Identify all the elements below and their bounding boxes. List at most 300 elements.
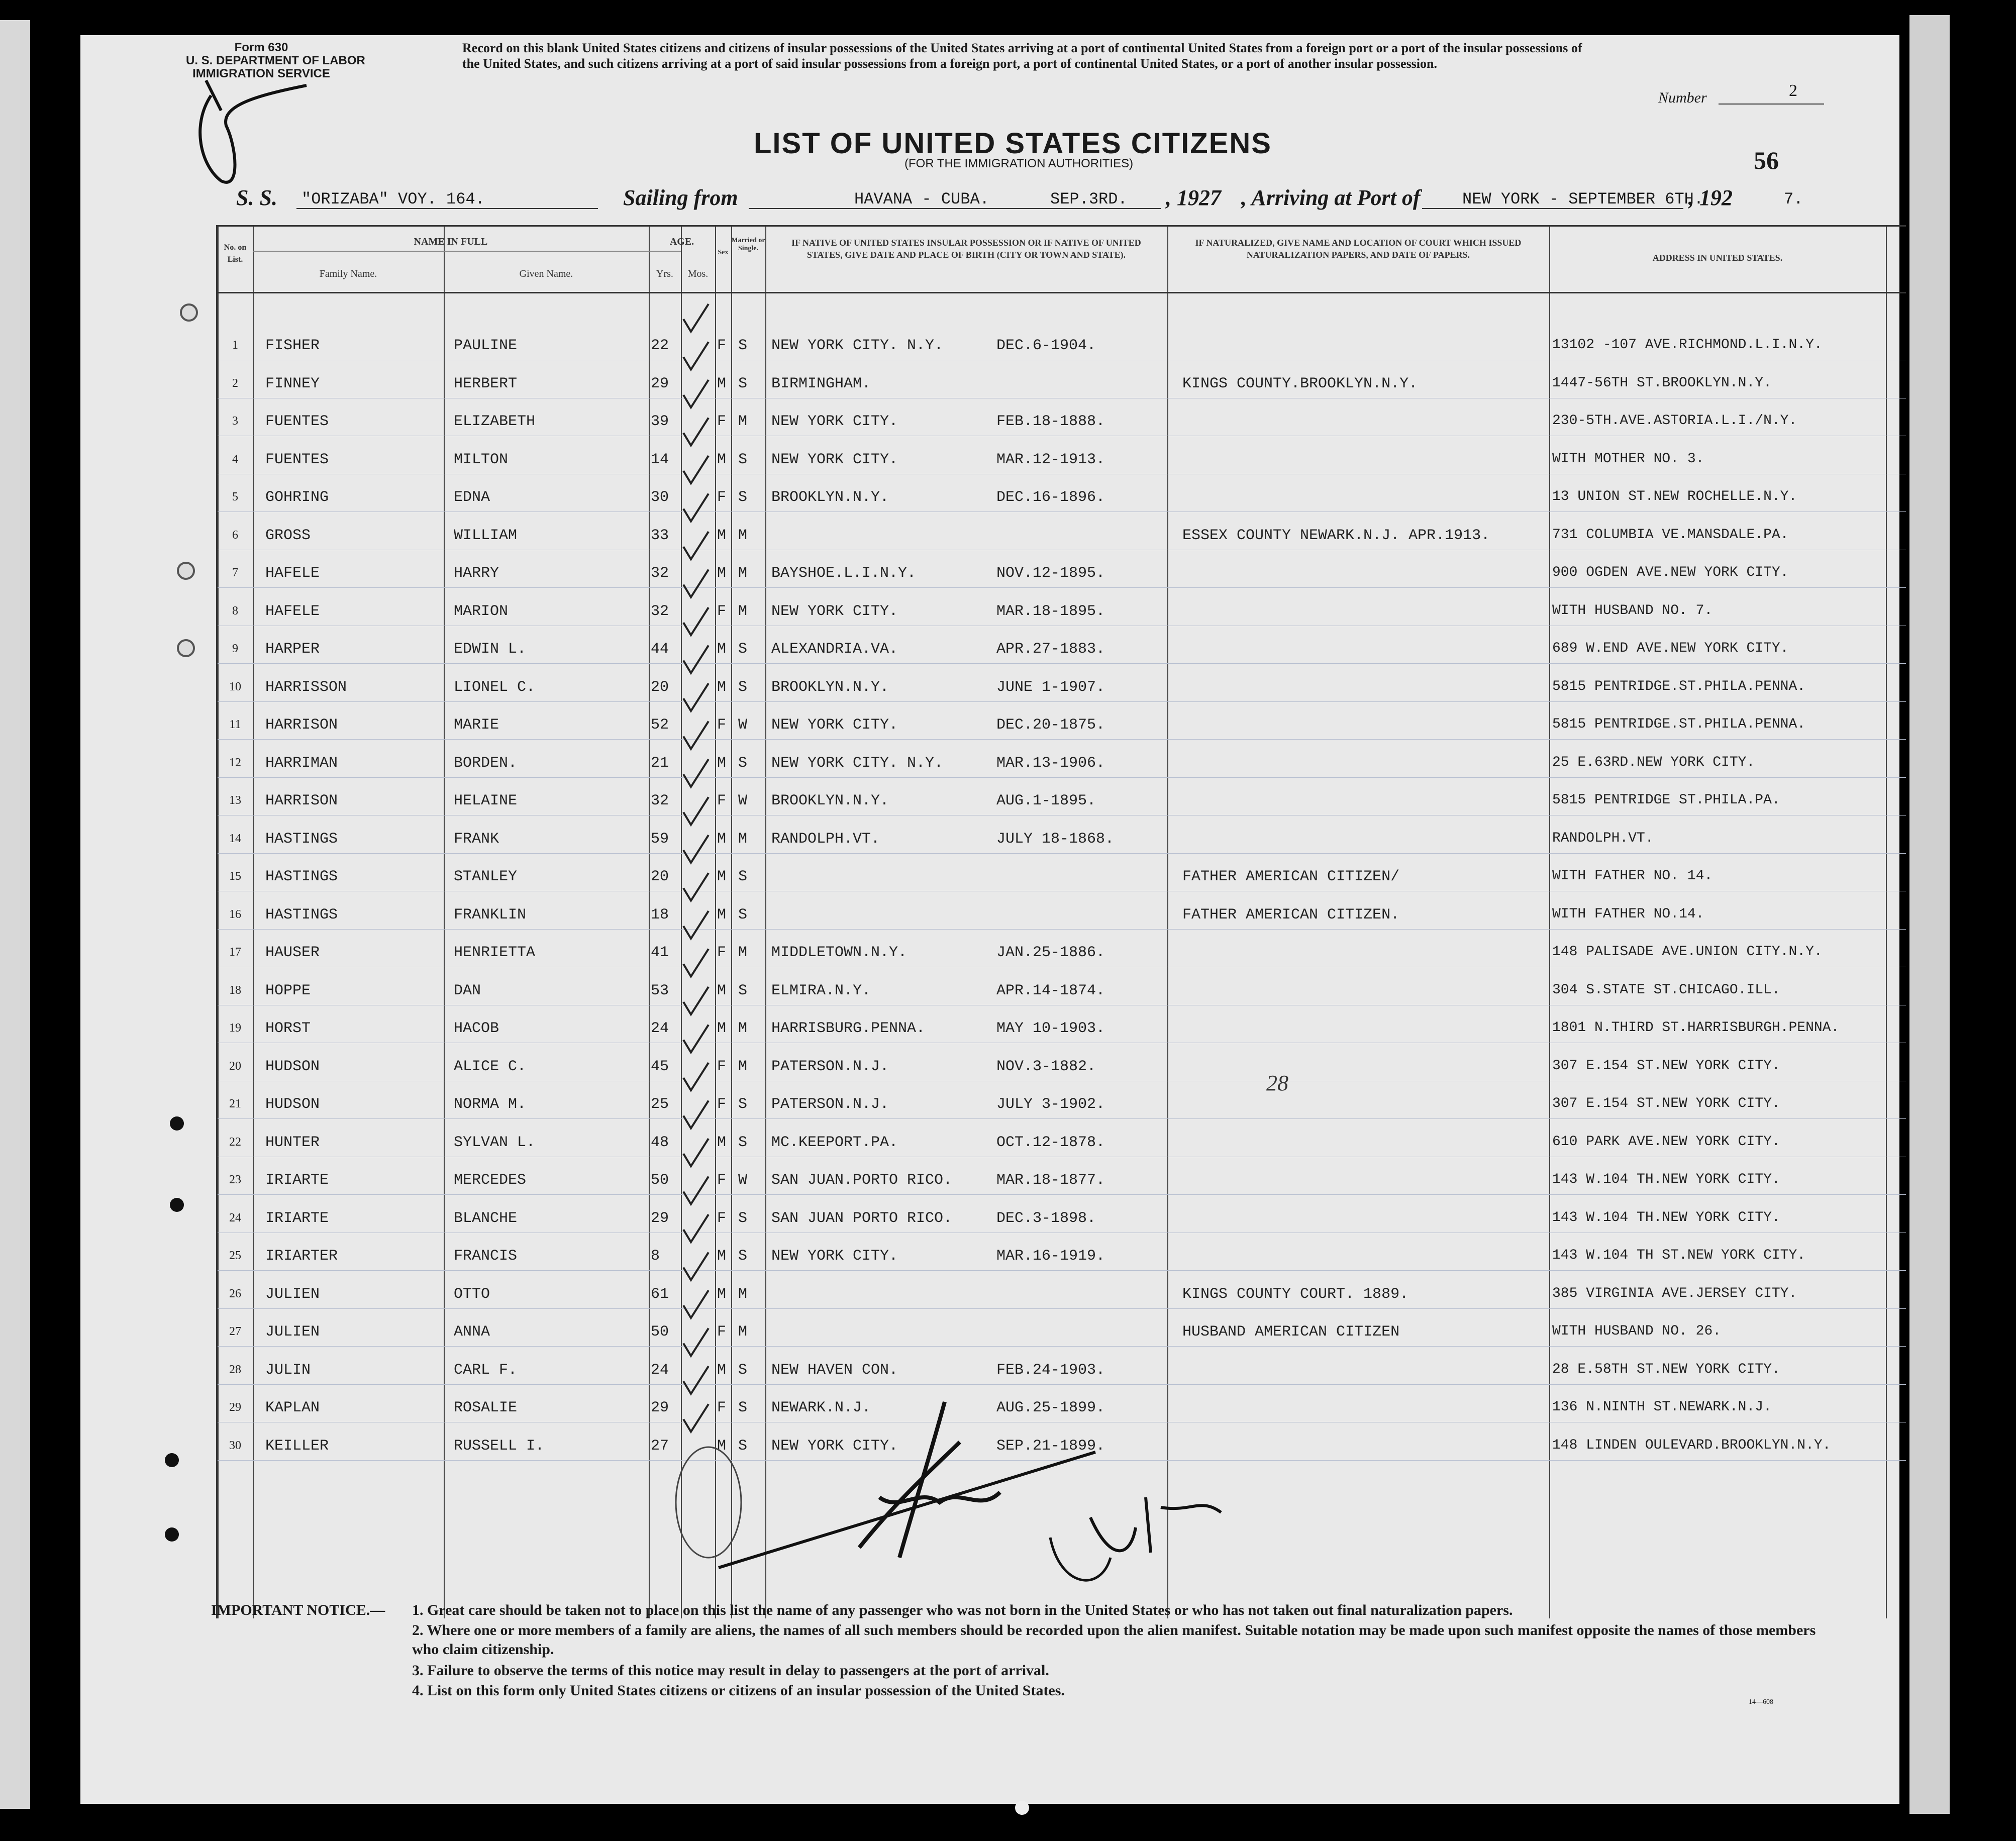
notice-lead: IMPORTANT NOTICE.— (211, 1602, 385, 1618)
margin-number: 28 (1266, 1071, 1288, 1095)
cell-birthdate: FEB.18-1888. (996, 413, 1105, 430)
sailing-label: Sailing from (623, 185, 738, 210)
cell-birthplace: NEW YORK CITY. (771, 602, 898, 620)
cell-birthplace: PATERSON.N.J. (771, 1096, 889, 1113)
cell-sex: F (717, 1058, 727, 1075)
check-mark (683, 911, 709, 939)
sailing-from: HAVANA - CUBA. (854, 190, 989, 209)
cell-family: JULIEN (265, 1285, 320, 1303)
check-mark (683, 494, 709, 522)
check-mark (683, 1290, 709, 1318)
cell-age: 41 (651, 944, 669, 961)
notice-item: 4. List on this form only United States citizens or citizens of an insular possession of the United States. (412, 1682, 1065, 1699)
cell-birthdate: OCT.12-1878. (996, 1134, 1105, 1151)
form-id (186, 41, 365, 80)
cell-ms: M (738, 1323, 748, 1341)
cell-sex: M (717, 1437, 727, 1455)
cell-no: 26 (229, 1287, 241, 1300)
adjacent-page-right (1909, 15, 1950, 1814)
col-header-address: ADDRESS IN UNITED STATES. (1652, 253, 1783, 263)
cell-sex: M (717, 754, 727, 772)
cell-family: HUDSON (265, 1058, 320, 1075)
cell-family: HORST (265, 1020, 311, 1037)
col-header-name: NAME IN FULL (414, 236, 488, 247)
cell-no: 18 (229, 983, 241, 997)
cell-ms: S (738, 1209, 748, 1227)
cell-given: FRANCIS (454, 1248, 518, 1265)
cell-no: 8 (232, 604, 238, 618)
cell-address: RANDOLPH.VT. (1552, 830, 1654, 846)
arriving-year: , 192 (1688, 185, 1733, 210)
cell-given: PAULINE (454, 337, 518, 354)
check-marks (673, 281, 754, 1487)
check-mark (683, 1101, 709, 1129)
notice-item: 3. Failure to observe the terms of this notice may result in delay to passengers at the port of arrival. (412, 1662, 1049, 1679)
cell-no: 13 (229, 794, 241, 807)
cell-address: 385 VIRGINIA AVE.JERSEY CITY. (1552, 1285, 1797, 1301)
cell-sex: M (717, 1361, 727, 1379)
cell-sex: F (717, 1096, 727, 1113)
col-header-given: Given Name. (519, 268, 573, 279)
cell-family: IRIARTER (265, 1248, 338, 1265)
cell-age: 18 (651, 906, 669, 924)
cell-ms: M (738, 1058, 748, 1075)
check-mark (683, 1253, 709, 1280)
check-mark (683, 342, 709, 370)
cell-sex: M (717, 641, 727, 658)
col-header-mos: Mos. (687, 268, 709, 279)
cell-no: 27 (229, 1325, 241, 1338)
cell-ms: S (738, 868, 748, 885)
cell-age: 8 (651, 1248, 660, 1265)
cell-sex: M (717, 1020, 727, 1037)
cell-ms: S (738, 641, 748, 658)
check-mark (683, 1328, 709, 1356)
check-mark (683, 1366, 709, 1394)
cell-birthplace: BROOKLYN.N.Y. (771, 678, 889, 696)
cell-ms: W (738, 717, 748, 734)
cell-ms: M (738, 527, 748, 544)
cell-age: 44 (651, 641, 669, 658)
cell-birthdate: SEP.21-1899. (996, 1437, 1105, 1455)
cell-address: 5815 PENTRIDGE.ST.PHILA.PENNA. (1552, 678, 1806, 694)
row-rule (218, 1118, 1906, 1119)
cell-age: 14 (651, 451, 669, 468)
row-rule (218, 739, 1906, 740)
cell-sex: M (717, 906, 727, 924)
handwritten-mark (181, 65, 342, 196)
cell-given: ANNA (454, 1323, 490, 1341)
cell-sex: F (717, 717, 727, 734)
important-notice (211, 1601, 1844, 1721)
cell-age: 20 (651, 868, 669, 885)
cell-birthdate: MAR.16-1919. (996, 1248, 1105, 1265)
row-rule (218, 853, 1906, 854)
cell-ms: S (738, 1248, 748, 1265)
cell-family: HARRISON (265, 792, 338, 809)
cell-given: LIONEL C. (454, 678, 536, 696)
cell-birthdate: APR.27-1883. (996, 641, 1105, 658)
cell-address: WITH FATHER NO. 14. (1552, 868, 1713, 884)
cell-birthdate: DEC.3-1898. (996, 1209, 1096, 1227)
cell-given: ELIZABETH (454, 413, 536, 430)
cell-family: HUDSON (265, 1096, 320, 1113)
cell-family: HUNTER (265, 1134, 320, 1151)
cell-birthdate: MAY 10-1903. (996, 1020, 1105, 1037)
col-header-married: Married or Single. (731, 237, 765, 252)
cell-family: JULIEN (265, 1323, 320, 1341)
cell-given: ROSALIE (454, 1399, 518, 1416)
cell-address: 136 N.NINTH ST.NEWARK.N.J. (1552, 1399, 1772, 1415)
cell-birthdate: APR.14-1874. (996, 982, 1105, 999)
cell-no: 24 (229, 1211, 241, 1224)
cell-address: 148 PALISADE AVE.UNION CITY.N.Y. (1552, 944, 1823, 960)
cell-address: 307 E.154 ST.NEW YORK CITY. (1552, 1058, 1780, 1074)
cell-sex: F (717, 792, 727, 809)
cell-address: 143 W.104 TH.NEW YORK CITY. (1552, 1172, 1780, 1187)
cell-age: 50 (651, 1172, 669, 1189)
check-mark (683, 949, 709, 977)
row-rule (218, 1308, 1906, 1309)
cell-birthplace: NEW YORK CITY. (771, 1248, 898, 1265)
cell-sex: F (717, 1209, 727, 1227)
check-mark (683, 532, 709, 559)
cell-age: 59 (651, 830, 669, 848)
cell-family: GOHRING (265, 489, 329, 506)
cell-address: 148 LINDEN OULEVARD.BROOKLYN.N.Y. (1552, 1437, 1831, 1453)
page-title: LIST OF UNITED STATES CITIZENS (754, 127, 1272, 160)
cell-birthdate: FEB.24-1903. (996, 1361, 1105, 1379)
cell-no: 15 (229, 870, 241, 883)
cell-sex: F (717, 489, 727, 506)
cell-no: 1 (232, 339, 238, 352)
punch-hole (170, 1116, 184, 1131)
cell-family: KEILLER (265, 1437, 329, 1455)
cell-birthdate: MAR.18-1877. (996, 1172, 1105, 1189)
cell-family: JULIN (265, 1361, 311, 1379)
form-id-line: U. S. DEPARTMENT OF LABOR (186, 54, 365, 67)
cell-sex: F (717, 337, 727, 354)
cell-birthplace: NEW YORK CITY. (771, 717, 898, 734)
cell-no: 4 (232, 452, 238, 466)
cell-birthplace: HARRISBURG.PENNA. (771, 1020, 926, 1037)
cell-birthplace: ALEXANDRIA.VA. (771, 641, 898, 658)
cell-birthdate: DEC.20-1875. (996, 717, 1105, 734)
cell-given: STANLEY (454, 868, 518, 885)
check-mark (683, 1214, 709, 1242)
cell-birthplace: NEW HAVEN CON. (771, 1361, 898, 1379)
cell-no: 30 (229, 1439, 241, 1452)
cell-no: 16 (229, 907, 241, 921)
cell-given: HACOB (454, 1020, 499, 1037)
col-header-yrs: Yrs. (656, 268, 673, 279)
check-mark (683, 835, 709, 863)
cell-sex: M (717, 868, 727, 885)
check-mark (683, 456, 709, 483)
cell-birthdate: JULY 18-1868. (996, 830, 1115, 848)
cell-address: 731 COLUMBIA VE.MANSDALE.PA. (1552, 527, 1789, 543)
cell-given: HENRIETTA (454, 944, 536, 961)
cell-no: 25 (229, 1249, 241, 1262)
cell-birthplace: NEW YORK CITY. (771, 1437, 898, 1455)
cell-nat: ESSEX COUNTY NEWARK.N.J. APR.1913. (1182, 527, 1490, 544)
ship-name: "ORIZABA" VOY. 164. (301, 190, 485, 209)
cell-given: MERCEDES (454, 1172, 527, 1189)
cell-address: 1447-56TH ST.BROOKLYN.N.Y. (1552, 375, 1772, 391)
punch-hole (170, 1198, 184, 1212)
cell-birthplace: MIDDLETOWN.N.Y. (771, 944, 908, 961)
cell-age: 45 (651, 1058, 669, 1075)
form-code: 14—608 (1749, 1698, 1773, 1706)
cell-birthplace: SAN JUAN.PORTO RICO. (771, 1172, 953, 1189)
cell-address: 143 W.104 TH.NEW YORK CITY. (1552, 1209, 1780, 1225)
cell-ms: S (738, 678, 748, 696)
cell-family: FUENTES (265, 413, 329, 430)
cell-given: HELAINE (454, 792, 518, 809)
cell-no: 11 (229, 718, 241, 731)
punch-hole (165, 1527, 179, 1542)
cell-sex: M (717, 565, 727, 582)
cell-family: IRIARTE (265, 1172, 329, 1189)
cell-sex: M (717, 1248, 727, 1265)
row-rule (218, 1384, 1906, 1385)
cell-birthdate: DEC.6-1904. (996, 337, 1096, 354)
adjacent-page-left (0, 20, 30, 1809)
cell-no: 23 (229, 1173, 241, 1186)
cell-address: 5815 PENTRIDGE.ST.PHILA.PENNA. (1552, 717, 1806, 732)
cell-age: 32 (651, 565, 669, 582)
col-header-birth: IF NATIVE OF UNITED STATES INSULAR POSSESSION OR IF NATIVE OF UNITED STATES, GIVE DATE AND PLACE OF BIRTH (CITY OR TOWN AND STATE). (791, 238, 1141, 260)
cell-ms: M (738, 565, 748, 582)
cell-sex: F (717, 1172, 727, 1189)
cell-address: 5815 PENTRIDGE ST.PHILA.PA. (1552, 792, 1780, 808)
check-mark (683, 759, 709, 787)
cell-age: 20 (651, 678, 669, 696)
cell-address: WITH HUSBAND NO. 7. (1552, 602, 1713, 619)
col-header-no: No. on List. (224, 243, 247, 264)
cell-given: ALICE C. (454, 1058, 527, 1075)
sailing-date: SEP.3RD. (1050, 190, 1128, 209)
cell-nat: KINGS COUNTY COURT. 1889. (1182, 1285, 1409, 1303)
cell-family: HARRISSON (265, 678, 347, 696)
cell-birthplace: RANDOLPH.VT. (771, 830, 880, 848)
cell-age: 32 (651, 792, 669, 809)
punch-hole (165, 1453, 179, 1467)
cell-address: 28 E.58TH ST.NEW YORK CITY. (1552, 1361, 1780, 1377)
col-header-naturalized: IF NATURALIZED, GIVE NAME AND LOCATION OF COURT WHICH ISSUED NATURALIZATION PAPERS, AND DATE OF PAPERS. (1195, 238, 1522, 260)
cell-age: 39 (651, 413, 669, 430)
cell-birthdate: NOV.12-1895. (996, 565, 1105, 582)
arriving-port: NEW YORK - SEPTEMBER 6TH. (1462, 190, 1704, 209)
cell-age: 61 (651, 1285, 669, 1303)
check-mark (683, 607, 709, 635)
cell-no: 14 (229, 832, 241, 845)
cell-birthdate: JULY 3-1902. (996, 1096, 1105, 1113)
col-header-sex: Sex (718, 249, 729, 256)
cell-age: 53 (651, 982, 669, 999)
cell-age: 30 (651, 489, 669, 506)
punch-hole (177, 639, 195, 657)
cell-ms: S (738, 1361, 748, 1379)
check-mark (683, 380, 709, 407)
cell-age: 21 (651, 754, 669, 772)
cell-ms: S (738, 754, 748, 772)
punch-hole (180, 303, 198, 322)
cell-family: HASTINGS (265, 830, 338, 848)
check-mark (683, 683, 709, 711)
cell-birthplace: MC.KEEPORT.PA. (771, 1134, 898, 1151)
cell-nat: KINGS COUNTY.BROOKLYN.N.Y. (1182, 375, 1418, 392)
cell-no: 2 (232, 376, 238, 390)
cell-given: EDWIN L. (454, 641, 527, 658)
check-mark (683, 873, 709, 901)
check-mark (683, 570, 709, 597)
cell-address: WITH HUSBAND NO. 26. (1552, 1323, 1722, 1339)
cell-given: BLANCHE (454, 1209, 518, 1227)
cell-ms: S (738, 337, 748, 354)
cell-address: 307 E.154 ST.NEW YORK CITY. (1552, 1096, 1780, 1111)
row-rule (218, 1194, 1906, 1195)
cell-address: 13 UNION ST.NEW ROCHELLE.N.Y. (1552, 489, 1797, 504)
cell-birthplace: NEW YORK CITY. N.Y. (771, 754, 944, 772)
cell-family: KAPLAN (265, 1399, 320, 1416)
number-value: 2 (1789, 81, 1797, 100)
cell-given: FRANKLIN (454, 906, 527, 924)
cell-nat: HUSBAND AMERICAN CITIZEN (1182, 1323, 1400, 1341)
cell-age: 50 (651, 1323, 669, 1341)
check-mark (683, 1139, 709, 1166)
cell-age: 29 (651, 1209, 669, 1227)
check-mark (683, 797, 709, 825)
cell-sex: M (717, 1134, 727, 1151)
cell-address: 1801 N.THIRD ST.HARRISBURGH.PENNA. (1552, 1020, 1840, 1036)
cell-ms: M (738, 602, 748, 620)
cell-family: FISHER (265, 337, 320, 354)
voyage-line (236, 185, 1824, 215)
cell-sex: M (717, 451, 727, 468)
cell-family: FINNEY (265, 375, 320, 392)
cell-no: 19 (229, 1021, 241, 1035)
number-underline (1719, 104, 1824, 105)
check-mark (683, 987, 709, 1014)
cell-given: HERBERT (454, 375, 518, 392)
form-id-line: Form 630 (234, 41, 288, 54)
cell-given: BORDEN. (454, 754, 518, 772)
cell-given: FRANK (454, 830, 499, 848)
notice-item: 1. Great care should be taken not to place on this list the name of any passenger who was not born in the United States or who has not taken out final naturalization papers. (412, 1602, 1513, 1618)
cell-birthdate: NOV.3-1882. (996, 1058, 1096, 1075)
cell-ms: S (738, 451, 748, 468)
cell-address: 900 OGDEN AVE.NEW YORK CITY. (1552, 565, 1789, 580)
cell-family: HAFELE (265, 602, 320, 620)
cell-no: 7 (232, 566, 238, 579)
cell-address: 610 PARK AVE.NEW YORK CITY. (1552, 1134, 1780, 1150)
cell-sex: F (717, 1399, 727, 1416)
cell-no: 3 (232, 415, 238, 428)
cell-sex: M (717, 982, 727, 999)
cell-ms: S (738, 1437, 748, 1455)
row-rule (218, 663, 1906, 664)
cell-age: 27 (651, 1437, 669, 1455)
cell-age: 22 (651, 337, 669, 354)
cell-no: 22 (229, 1135, 241, 1149)
cell-ms: S (738, 1096, 748, 1113)
cell-ms: W (738, 1172, 748, 1189)
row-rule (218, 1346, 1906, 1347)
check-mark (683, 304, 709, 332)
cell-age: 52 (651, 717, 669, 734)
cell-given: NORMA M. (454, 1096, 527, 1113)
cell-age: 32 (651, 602, 669, 620)
check-mark (683, 722, 709, 749)
cell-address: WITH MOTHER NO. 3. (1552, 451, 1704, 467)
cell-given: HARRY (454, 565, 499, 582)
cell-no: 28 (229, 1363, 241, 1376)
inspector-signature (618, 1397, 1322, 1598)
notice-item: 2. Where one or more members of a family are aliens, the names of all such members should be recorded upon the alien manifest. Suitable notation may be made upon such manifest opposite the names of those members who claim citizenship. (412, 1622, 1816, 1658)
cell-given: MARIE (454, 717, 499, 734)
cell-family: HASTINGS (265, 868, 338, 885)
cell-address: 304 S.STATE ST.CHICAGO.ILL. (1552, 982, 1780, 998)
form-id-line: IMMIGRATION SERVICE (192, 67, 330, 80)
cell-ms: W (738, 792, 748, 809)
cell-birthplace: SAN JUAN PORTO RICO. (771, 1209, 953, 1227)
cell-birthdate: JUNE 1-1907. (996, 678, 1105, 696)
cell-no: 21 (229, 1097, 241, 1110)
cell-age: 33 (651, 527, 669, 544)
check-mark (683, 646, 709, 673)
cell-given: MARION (454, 602, 509, 620)
cell-ms: M (738, 1020, 748, 1037)
cell-ms: S (738, 1134, 748, 1151)
cell-birthplace: BROOKLYN.N.Y. (771, 792, 889, 809)
arriving-label: , Arriving at Port of (1241, 185, 1421, 210)
row-rule (218, 701, 1906, 702)
ss-label: S. S. (236, 185, 277, 210)
cell-family: HOPPE (265, 982, 311, 999)
cell-given: MILTON (454, 451, 509, 468)
cell-birthplace: NEW YORK CITY. N.Y. (771, 337, 944, 354)
cell-birthplace: PATERSON.N.J. (771, 1058, 889, 1075)
row-rule (218, 587, 1906, 588)
cell-no: 10 (229, 680, 241, 693)
cell-sex: M (717, 1285, 727, 1303)
cell-sex: F (717, 602, 727, 620)
cell-family: HASTINGS (265, 906, 338, 924)
cell-birthplace: NEWARK.N.J. (771, 1399, 871, 1416)
cell-birthdate: MAR.13-1906. (996, 754, 1105, 772)
cell-sex: F (717, 1323, 727, 1341)
cell-family: HAFELE (265, 565, 320, 582)
col-header-family: Family Name. (319, 268, 377, 279)
cell-sex: M (717, 678, 727, 696)
arriving-year-suffix: 7. (1784, 190, 1803, 209)
punch-hole (1015, 1801, 1029, 1815)
row-rule (218, 929, 1906, 930)
cell-sex: F (717, 944, 727, 961)
cell-ms: S (738, 375, 748, 392)
cell-address: WITH FATHER NO.14. (1552, 906, 1704, 922)
col-header-age: AGE. (669, 236, 694, 247)
cell-family: HAUSER (265, 944, 320, 961)
cell-address: 689 W.END AVE.NEW YORK CITY. (1552, 641, 1789, 656)
cell-no: 17 (229, 946, 241, 959)
cell-family: GROSS (265, 527, 311, 544)
cell-sex: F (717, 413, 727, 430)
cell-birthplace: ELMIRA.N.Y. (771, 982, 871, 999)
cell-birthplace: NEW YORK CITY. (771, 413, 898, 430)
cell-sex: M (717, 375, 727, 392)
